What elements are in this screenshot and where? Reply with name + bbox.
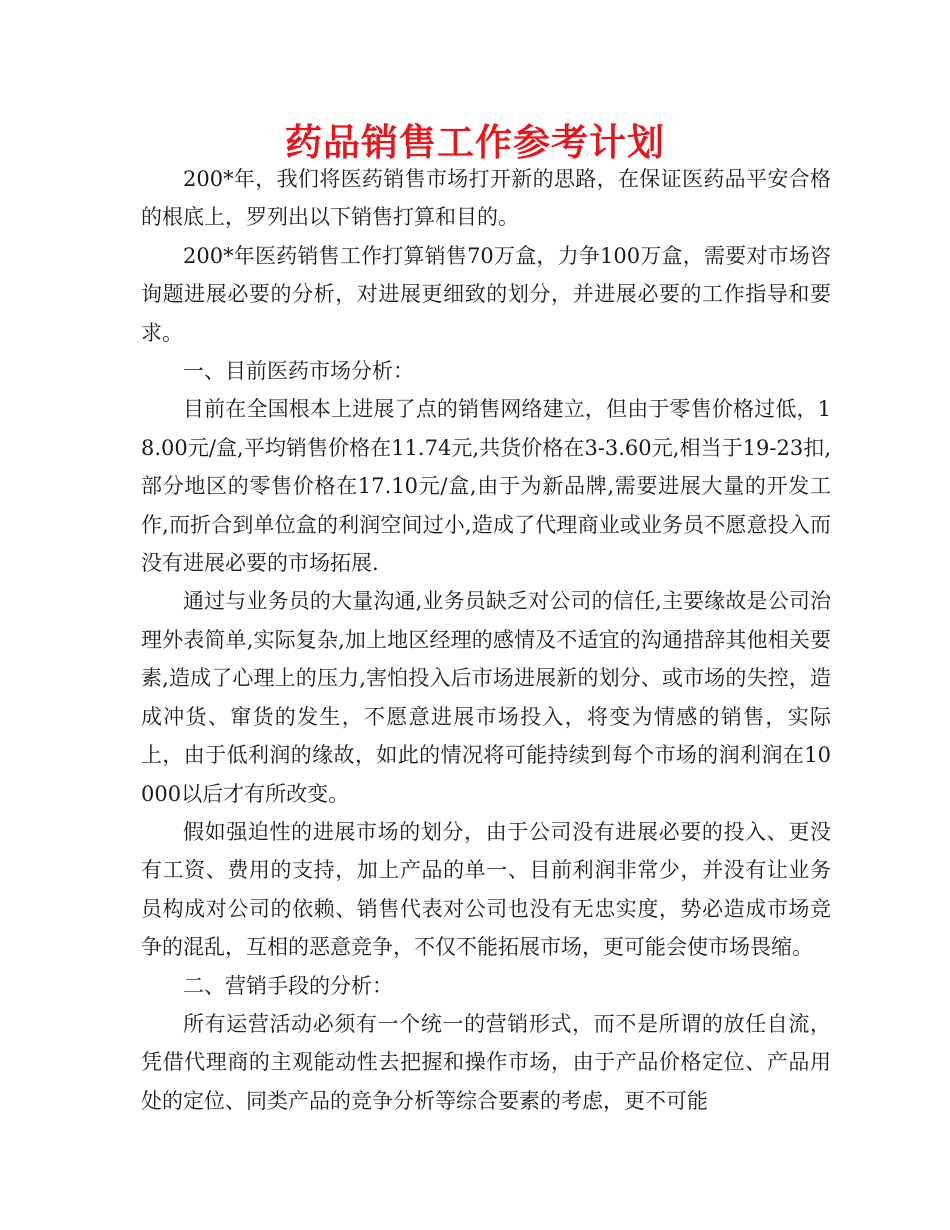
paragraph-market-division: 假如强迫性的进展市场的划分，由于公司没有进展必要的投入、更没有工资、费用的支持，加上产品的单一、目前利润非常少，并没有让业务员构成对公司的依赖、销售代表对公司也没有无忠实度，势必造成市场竞争的混乱，互相的恶意竞争，不仅不能拓展市场，更可能会使市场畏缩。 [141, 819, 831, 960]
paragraph-intro: 200*年，我们将医药销售市场打开新的思路，在保证医药品平安合格的根底上，罗列出以下销售打算和目的。 [141, 167, 831, 230]
section-heading-market-analysis: 一、目前医药市场分析： [183, 359, 414, 384]
paragraph-sales-communication: 通过与业务员的大量沟通,业务员缺乏对公司的信任,主要缘故是公司治理外表简单,实际复杂,加上地区经理的感情及不适宜的沟通措辞其他相关要素,造成了心理上的压力,害怕投入后市场进展新的划分、或市场的失控，造成冲货、窜货的发生，不愿意进展市场投入，将变为情感的销售，实际上，由于低利润的缘故，如此的情况将可能持续到每个市场的润利润在10000以后才有所改变。 [141, 589, 831, 806]
paragraph-sales-target: 200*年医药销售工作打算销售70万盒，力争100万盒，需要对市场咨询题进展必要的分析，对进展更细致的划分，并进展必要的工作指导和要求。 [141, 243, 831, 345]
section-heading-marketing-means: 二、营销手段的分析： [183, 973, 393, 998]
document-title: 药品销售工作参考计划 [285, 121, 665, 164]
paragraph-market-pricing: 目前在全国根本上进展了点的销售网络建立，但由于零售价格过低，18.00元/盒,平均销售价格在11.74元,共货价格在3-3.60元,相当于19-23扣,部分地区的零售价格在17.10元/盒,由于为新品牌,需要进展大量的开发工作,而折合到单位盒的利润空间过小,造成了代理商业或业务员不愿意投入而没有进展必要的市场拓展. [141, 397, 831, 576]
document-body [141, 160, 831, 1120]
paragraph-marketing-form: 所有运营活动必须有一个统一的营销形式，而不是所谓的放任自流，凭借代理商的主观能动性去把握和操作市场，由于产品价格定位、产品用处的定位、同类产品的竞争分析等综合要素的考虑，更不可能 [141, 1011, 831, 1113]
